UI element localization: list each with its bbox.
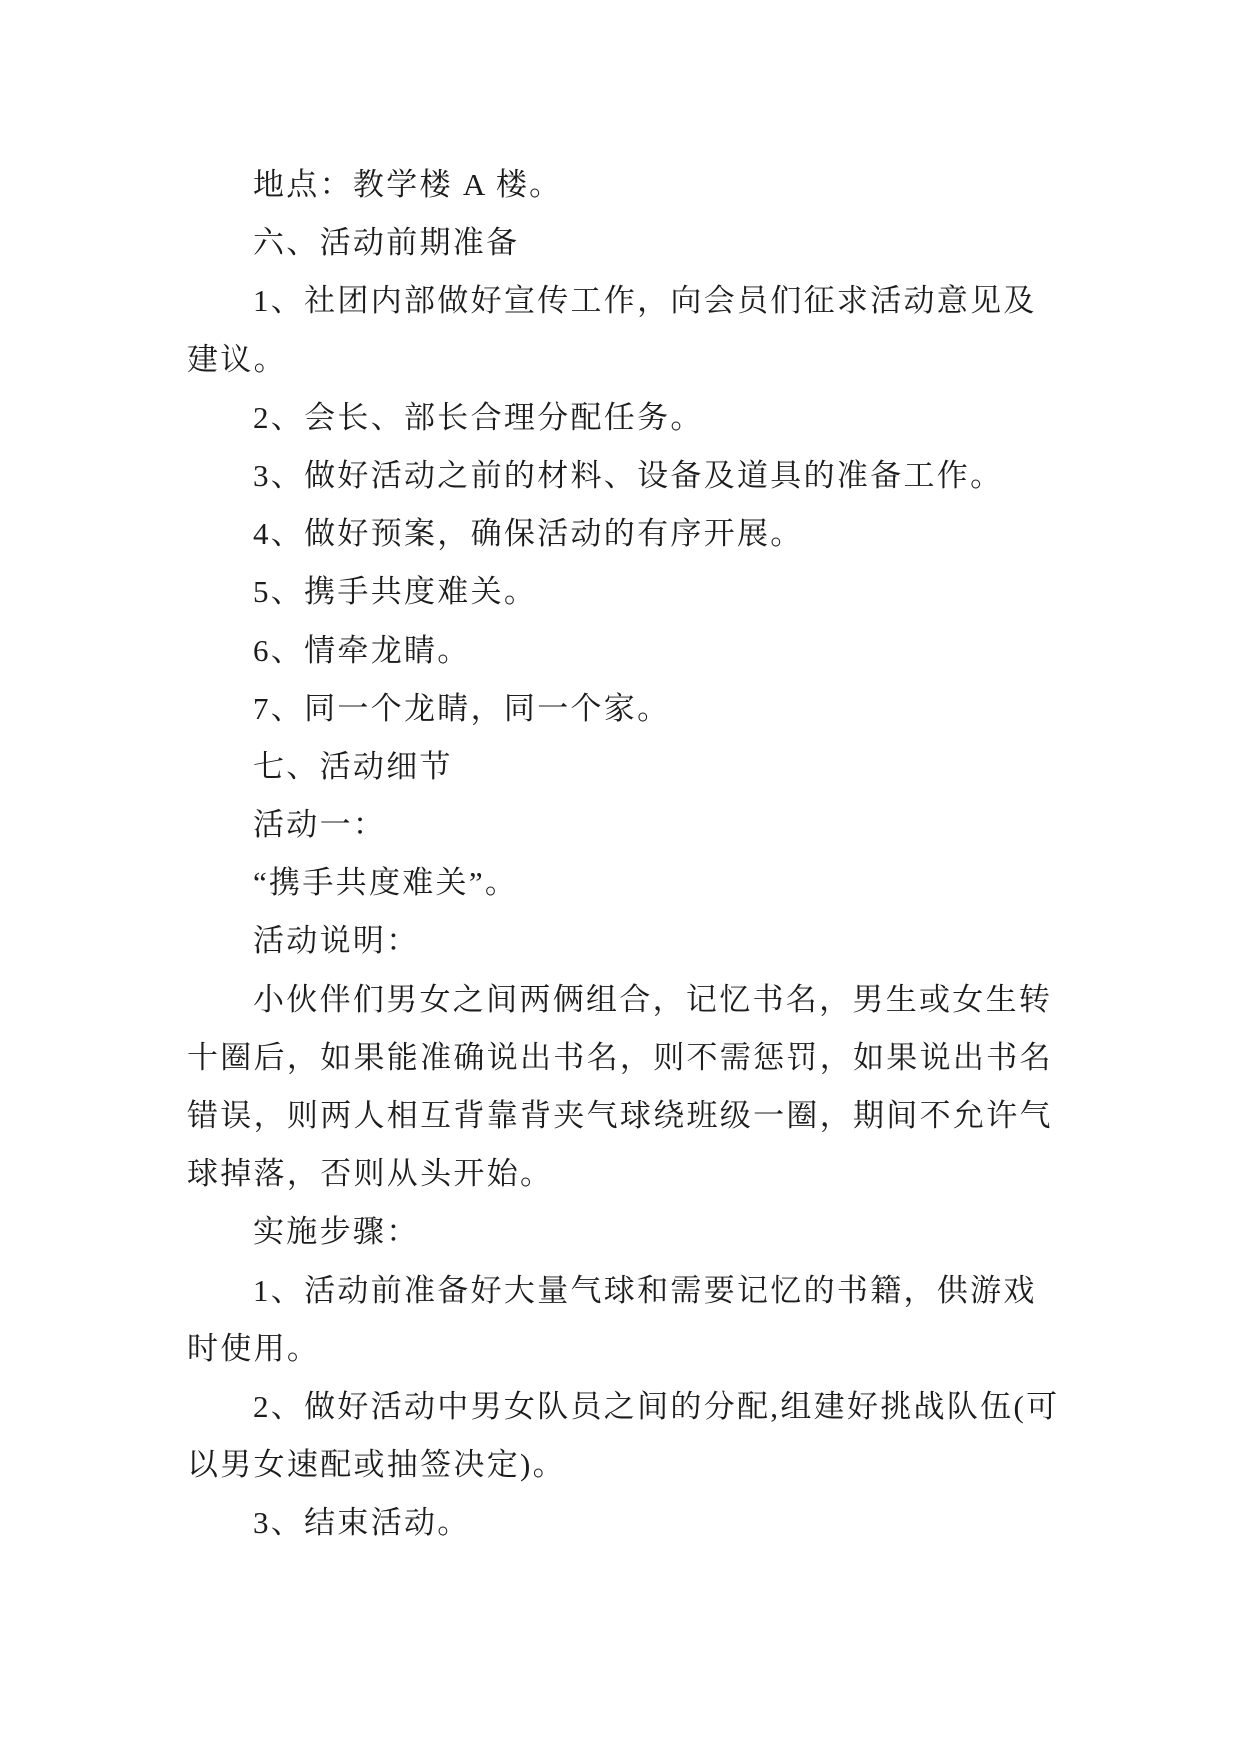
text-line: 6、情牵龙睛。: [253, 632, 471, 668]
text-line: 3、结束活动。: [253, 1505, 471, 1541]
text-line: 3、做好活动之前的材料、设备及道具的准备工作。: [253, 457, 1004, 493]
text-line: 活动一：: [253, 807, 387, 843]
text-line: 2、做好活动中男女队员之间的分配,组建好挑战队伍(可: [253, 1388, 1060, 1424]
text-line: 实施步骤：: [253, 1214, 420, 1250]
text-line: 活动说明：: [253, 923, 420, 959]
text-line: 时使用。: [187, 1330, 321, 1366]
text-line: 5、携手共度难关。: [253, 574, 538, 610]
text-line: “携手共度难关”。: [253, 865, 519, 901]
text-line: 建议。: [187, 341, 287, 377]
text-line: 球掉落，否则从头开始。: [187, 1156, 554, 1192]
text-line: 2、会长、部长合理分配任务。: [253, 399, 704, 435]
text-line: 4、做好预案，确保活动的有序开展。: [253, 516, 804, 552]
text-line: 小伙伴们男女之间两俩组合，记忆书名，男生或女生转: [253, 981, 1053, 1017]
text-line: 1、社团内部做好宣传工作，向会员们征求活动意见及: [253, 283, 1037, 319]
text-line: 地点：教学楼 A 楼。: [253, 167, 563, 202]
text-line: 1、活动前准备好大量气球和需要记忆的书籍，供游戏: [253, 1272, 1037, 1308]
text-line: 错误，则两人相互背靠背夹气球绕班级一圈，期间不允许气: [187, 1098, 1053, 1133]
text-line: 十圈后，如果能准确说出书名，则不需惩罚，如果说出书名: [187, 1039, 1053, 1075]
text-line: 七、活动细节: [253, 748, 453, 784]
document-body: [187, 156, 1060, 1553]
text-line: 以男女速配或抽签决定)。: [187, 1447, 566, 1483]
text-line: 六、活动前期准备: [253, 225, 520, 261]
text-line: 7、同一个龙睛，同一个家。: [253, 690, 671, 726]
